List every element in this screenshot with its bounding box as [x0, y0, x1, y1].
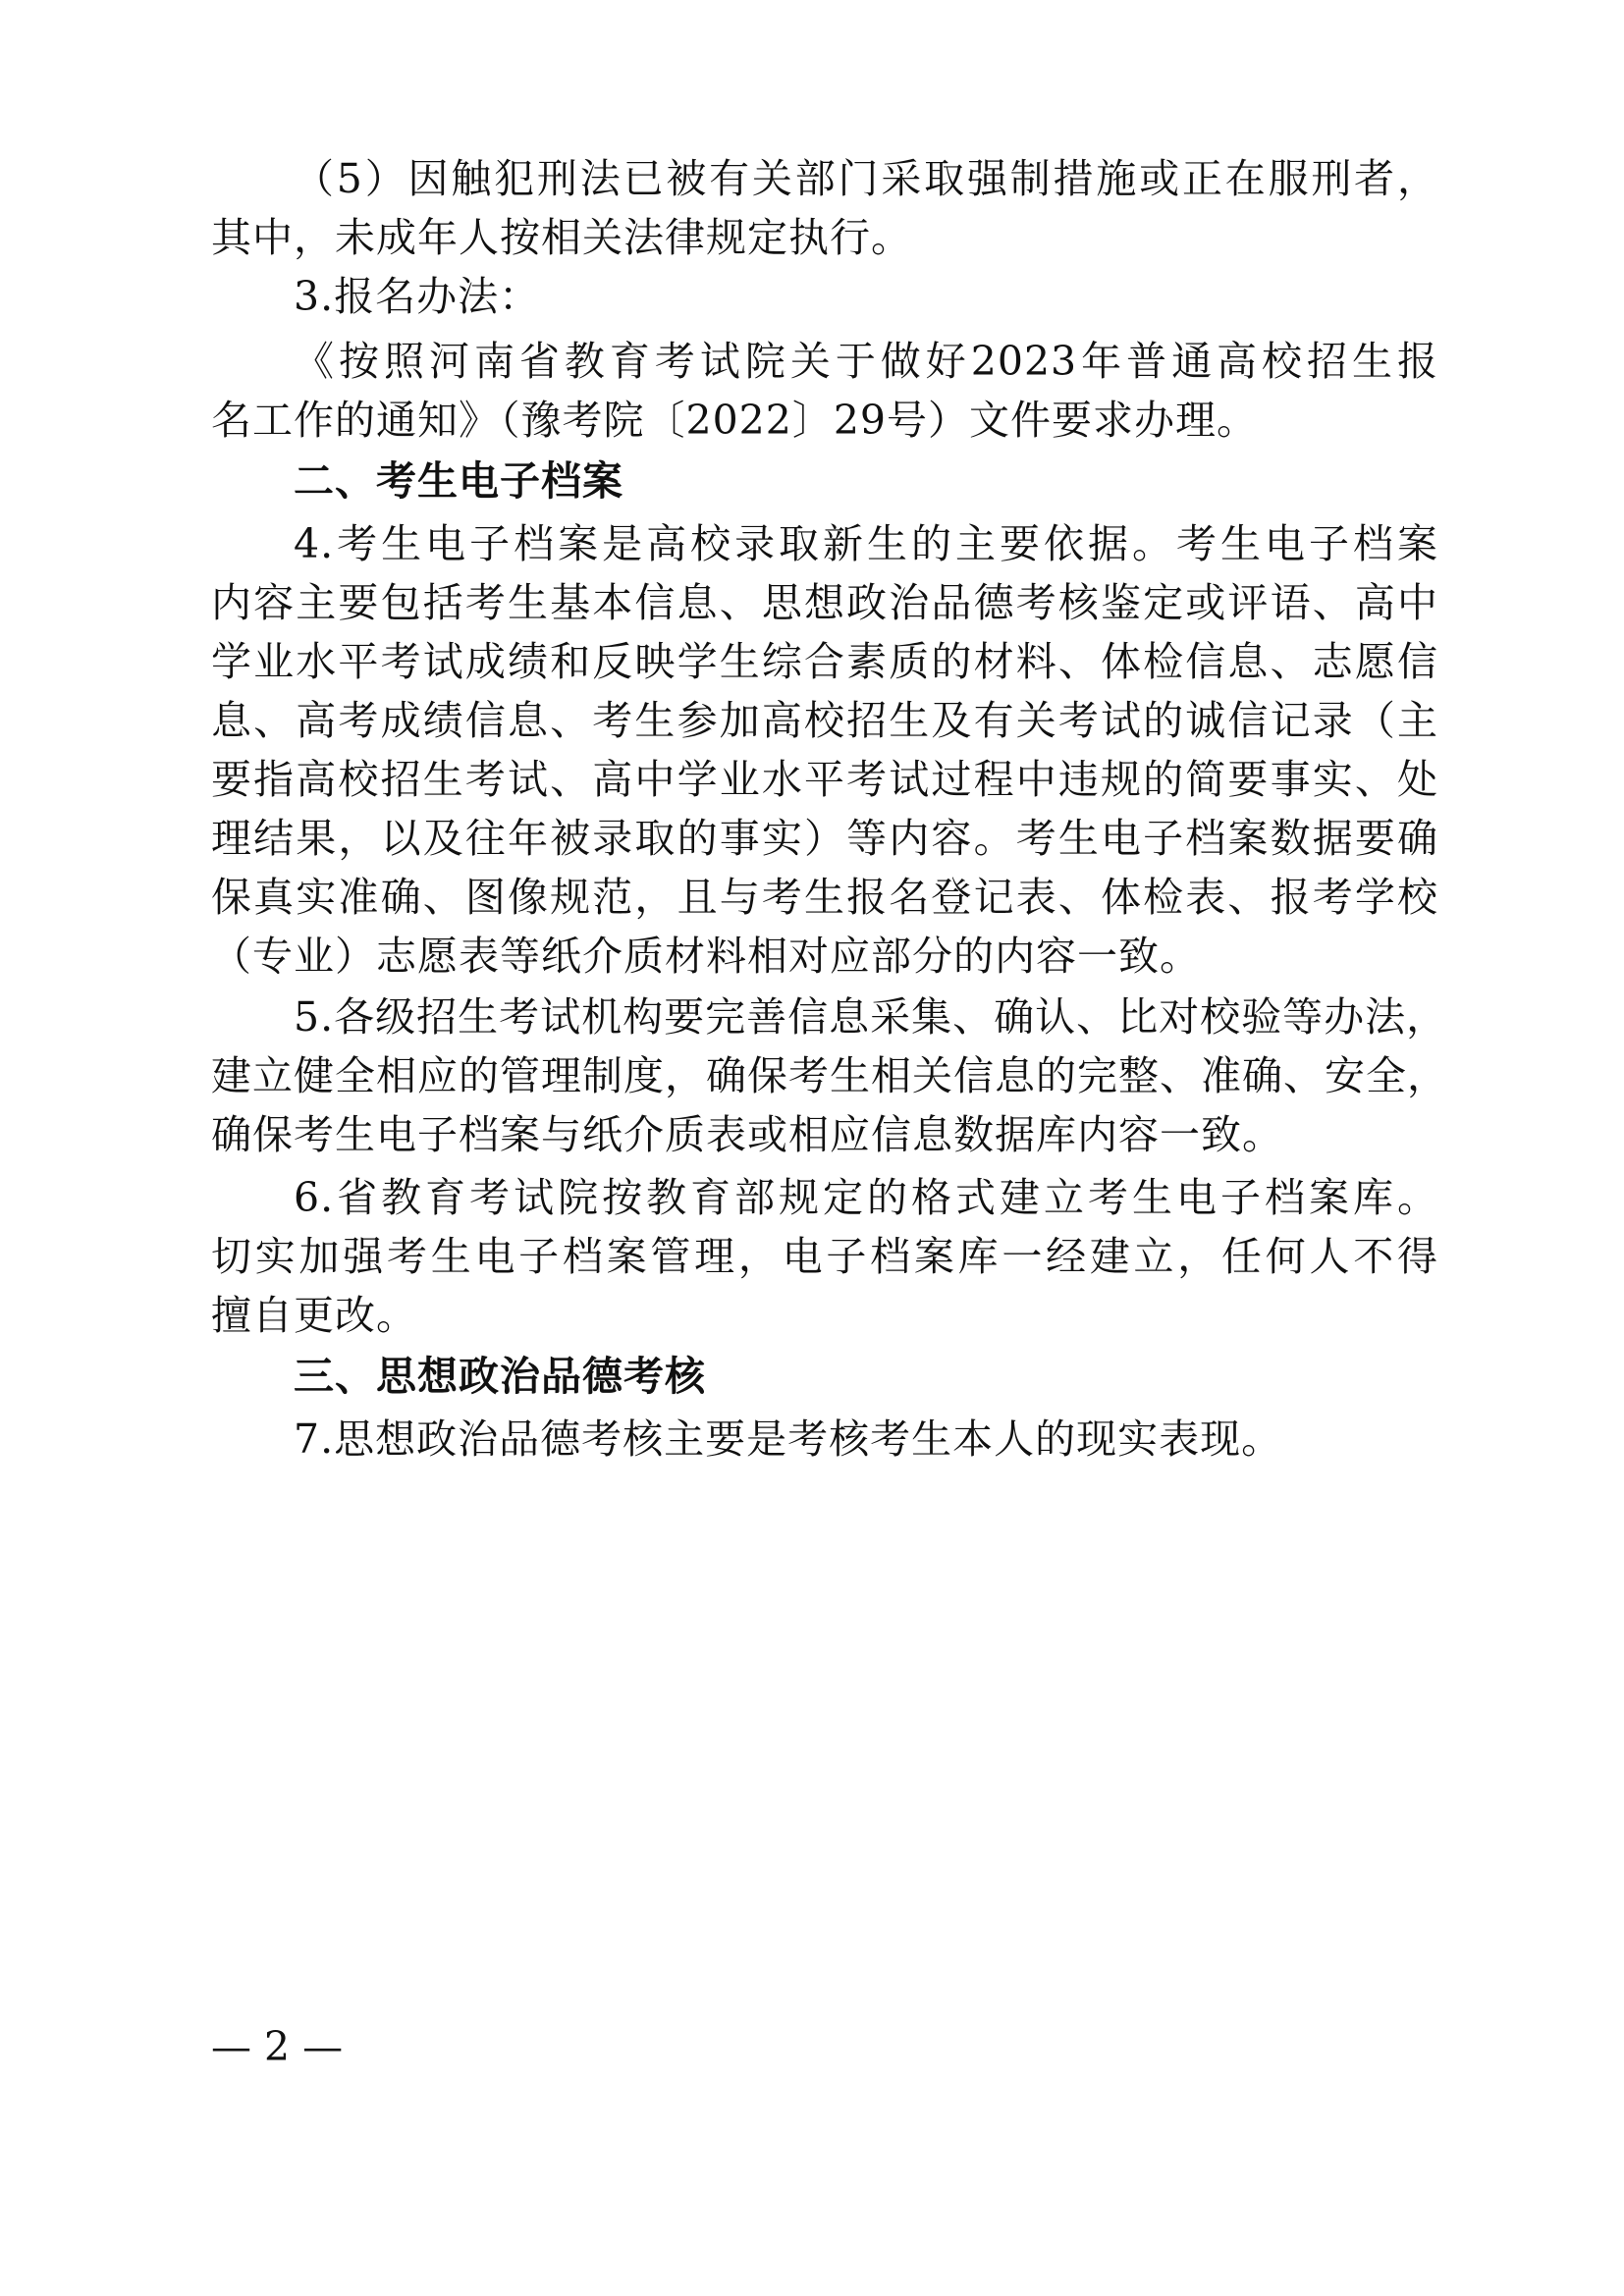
paragraph-line: 切实加强考生电子档案管理，电子档案库一经建立，任何人不得 [211, 1233, 1438, 1280]
page-number: — 2 — [211, 2023, 344, 2070]
paragraph-line: （专业）志愿表等纸介质材料相对应部分的内容一致。 [211, 933, 1201, 980]
paragraph-line: 《按照河南省教育考试院关于做好2023年普通高校招生报 [294, 338, 1438, 385]
paragraph-line: 7.思想政治品德考核主要是考核考生本人的现实表现。 [294, 1415, 1283, 1463]
section-heading: 三、思想政治品德考核 [294, 1353, 706, 1400]
paragraph-line: 5.各级招生考试机构要完善信息采集、确认、比对校验等办法， [294, 993, 1448, 1041]
paragraph-line: 息、高考成绩信息、考生参加高校招生及有关考试的诚信记录（主 [211, 697, 1438, 744]
paragraph-line: 要指高校招生考试、高中学业水平考试过程中违规的简要事实、处 [211, 756, 1438, 803]
paragraph-line: 建立健全相应的管理制度，确保考生相关信息的完整、准确、安全， [211, 1052, 1448, 1099]
paragraph-line: 学业水平考试成绩和反映学生综合素质的材料、体检信息、志愿信 [211, 638, 1438, 685]
paragraph-line: 擅自更改。 [211, 1292, 417, 1339]
paragraph-line: （5）因触犯刑法已被有关部门采取强制措施或正在服刑者， [294, 155, 1438, 202]
document-page [211, 0, 1448, 2296]
paragraph-line: 内容主要包括考生基本信息、思想政治品德考核鉴定或评语、高中 [211, 579, 1438, 626]
paragraph-line: 理结果，以及往年被录取的事实）等内容。考生电子档案数据要确 [211, 815, 1438, 862]
section-heading: 二、考生电子档案 [294, 457, 623, 505]
paragraph-line: 6.省教育考试院按教育部规定的格式建立考生电子档案库。 [294, 1174, 1438, 1221]
paragraph-line: 3.报名办法： [294, 273, 541, 320]
paragraph-line: 4.考生电子档案是高校录取新生的主要依据。考生电子档案 [294, 520, 1438, 567]
paragraph-line: 其中，未成年人按相关法律规定执行。 [211, 214, 912, 261]
paragraph-line: 保真实准确、图像规范，且与考生报名登记表、体检表、报考学校 [211, 874, 1438, 921]
paragraph-line: 名工作的通知》（豫考院〔2022〕29号）文件要求办理。 [211, 397, 1259, 444]
paragraph-line: 确保考生电子档案与纸介质表或相应信息数据库内容一致。 [211, 1111, 1283, 1158]
